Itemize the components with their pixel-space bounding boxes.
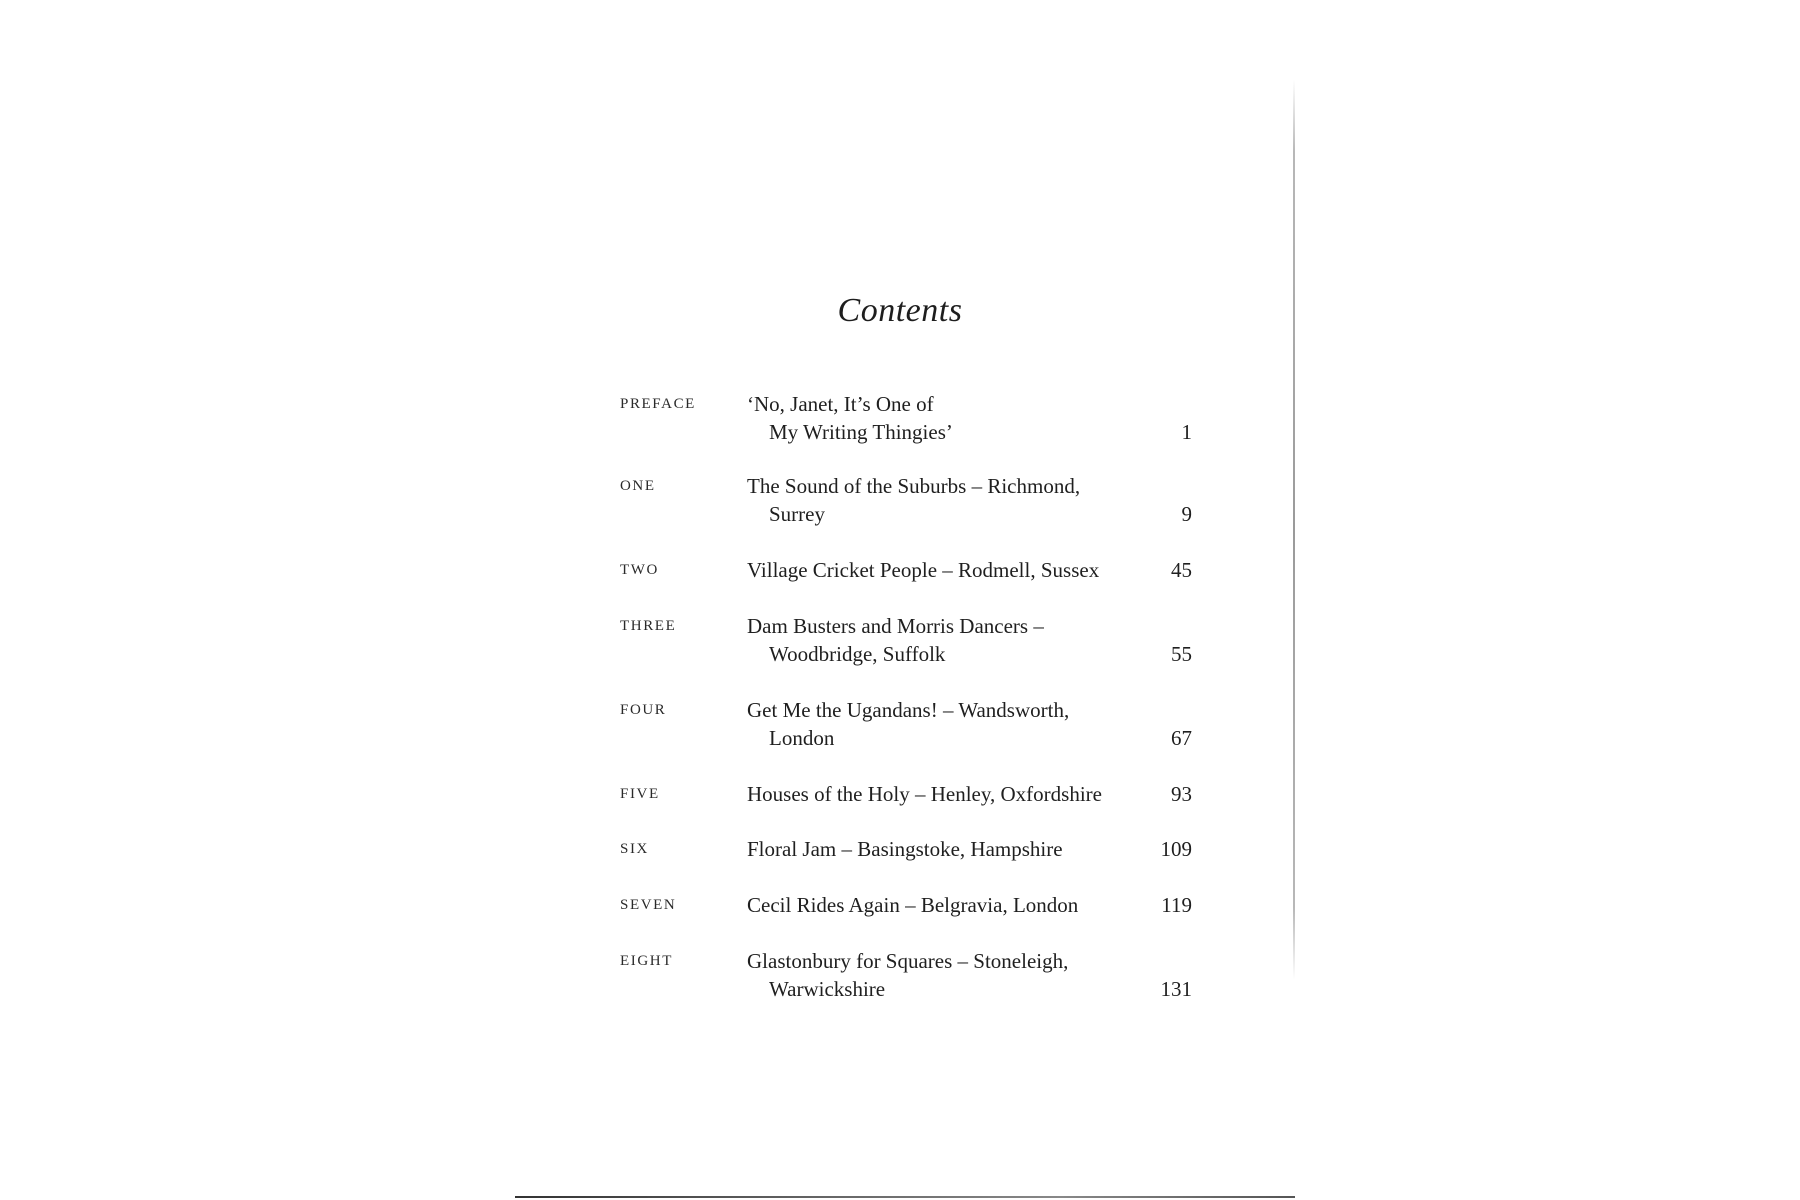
toc-title-line2: Surrey bbox=[769, 502, 825, 526]
toc-page-number: 55 bbox=[1171, 642, 1192, 666]
toc-title-line1: ‘No, Janet, It’s One of bbox=[747, 392, 934, 416]
toc-title-line1: Glastonbury for Squares – Stoneleigh, bbox=[747, 949, 1069, 973]
page-title: Contents bbox=[837, 292, 963, 329]
toc-chapter-title bbox=[747, 780, 1147, 808]
toc-chapter-title bbox=[747, 891, 1147, 919]
toc-label: ONE bbox=[620, 478, 656, 494]
toc-page-number: 67 bbox=[1171, 726, 1192, 750]
toc-label: PREFACE bbox=[620, 396, 696, 412]
toc-title-line2: London bbox=[769, 726, 835, 750]
toc-title-line2: Woodbridge, Suffolk bbox=[769, 642, 946, 666]
toc-title-line1: Houses of the Holy – Henley, Oxfordshire bbox=[747, 782, 1102, 806]
toc-label: SIX bbox=[620, 841, 649, 857]
toc-title-line1: Cecil Rides Again – Belgravia, London bbox=[747, 893, 1079, 917]
toc-chapter-title bbox=[747, 390, 1147, 446]
toc-page-number: 1 bbox=[1181, 420, 1192, 444]
toc-label: FIVE bbox=[620, 786, 660, 802]
toc-label: EIGHT bbox=[620, 953, 673, 969]
toc-chapter-title bbox=[747, 556, 1147, 584]
toc-title-line2: My Writing Thingies’ bbox=[769, 420, 953, 444]
toc-chapter-title bbox=[747, 472, 1147, 528]
toc-chapter-title bbox=[747, 612, 1147, 668]
page-edge-bottom bbox=[515, 1196, 1295, 1198]
toc-chapter-title bbox=[747, 835, 1147, 863]
toc-page-number: 93 bbox=[1171, 782, 1192, 806]
toc-page-number: 45 bbox=[1171, 558, 1192, 582]
toc-page-number: 119 bbox=[1161, 893, 1192, 917]
toc-page-number: 109 bbox=[1160, 837, 1192, 861]
page-edge-right bbox=[1293, 80, 1295, 980]
toc-title-line1: The Sound of the Suburbs – Richmond, bbox=[747, 474, 1081, 498]
toc-title-line1: Dam Busters and Morris Dancers – bbox=[747, 614, 1044, 638]
toc-title-line1: Village Cricket People – Rodmell, Sussex bbox=[747, 558, 1100, 582]
toc-title-line1: Floral Jam – Basingstoke, Hampshire bbox=[747, 837, 1063, 861]
toc-title-line2: Warwickshire bbox=[769, 977, 886, 1001]
toc-label: THREE bbox=[620, 618, 677, 634]
toc-label: TWO bbox=[620, 562, 659, 578]
toc-chapter-title bbox=[747, 947, 1147, 1003]
toc-label: SEVEN bbox=[620, 897, 677, 913]
toc-chapter-title bbox=[747, 696, 1147, 752]
toc-label: FOUR bbox=[620, 702, 667, 718]
toc-page-number: 131 bbox=[1160, 977, 1192, 1001]
toc-title-line1: Get Me the Ugandans! – Wandsworth, bbox=[747, 698, 1070, 722]
toc-page-number: 9 bbox=[1181, 502, 1192, 526]
